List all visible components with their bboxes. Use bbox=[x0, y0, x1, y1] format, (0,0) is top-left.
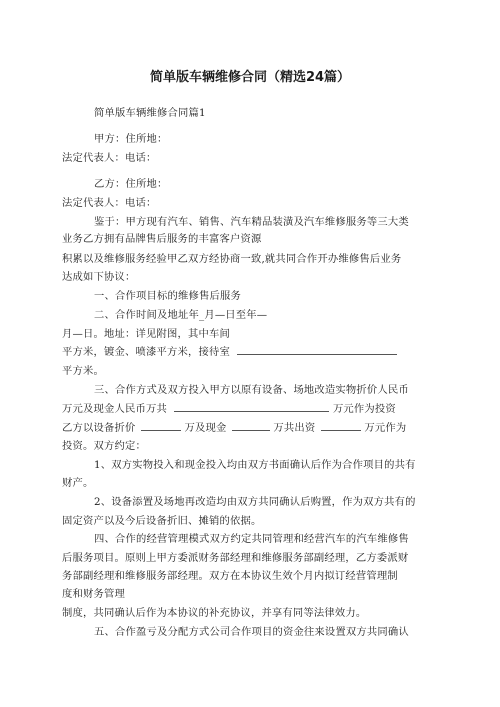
body-text: 万共出资 bbox=[273, 422, 316, 434]
body-line: 固定资产以及今后设备折旧、摊销的依据。 bbox=[62, 515, 262, 527]
body-line: 平方米。 bbox=[62, 365, 104, 377]
clause-heading: 五、合作盈亏及分配方式公司合作项目的资金往来设置双方共同确认 bbox=[94, 626, 409, 638]
body-line: 鉴于：甲方现有汽车、销售、汽车精品装潢及汽车维修服务等三大类 bbox=[94, 216, 409, 228]
party-b-line: 乙方：住所地： bbox=[94, 178, 168, 190]
clause-heading: 三、合作方式及双方投入甲方以原有设备、场地改造实物折价人民币 bbox=[94, 384, 409, 396]
body-line: 投资。双方约定： bbox=[62, 440, 146, 452]
party-a-line: 甲方：住所地： bbox=[94, 133, 168, 145]
blank-field bbox=[232, 421, 270, 431]
body-text: 万及现金 bbox=[184, 422, 227, 434]
body-line: 度和财务管理 bbox=[62, 588, 125, 600]
party-b-rep-line: 法定代表人：电话： bbox=[62, 197, 157, 209]
body-text: 平方米，镀金、喷漆平方米，接待室 bbox=[62, 346, 230, 358]
body-line: 月—日。地址：详见附图，其中车间 bbox=[62, 328, 230, 340]
body-line: 财产。 bbox=[62, 477, 94, 489]
body-line: 制度，共同确认后作为本协议的补充协议，并享有同等法律效力。 bbox=[62, 607, 367, 619]
body-text: 万元作为投资 bbox=[332, 403, 396, 415]
party-a-rep-line: 法定代表人：电话： bbox=[62, 152, 157, 164]
body-line: 后服务项目。原则上甲方委派财务部经理和维修服务部副经理，乙方委派财 bbox=[62, 552, 409, 564]
body-line: 业务乙方拥有品牌售后服务的丰富客户资源 bbox=[62, 233, 262, 245]
body-line: 积累以及维修服务经验甲乙双方经协商一致,就共同合作开办维修售后业务 bbox=[62, 253, 402, 265]
body-line: 2、设备添置及场地再改造均由双方共同确认后购置，作为双方共有的 bbox=[94, 496, 416, 508]
document-title: 简单版车辆维修合同（精选24篇） bbox=[149, 70, 351, 85]
clause-heading: 一、合作项目标的维修售后服务 bbox=[94, 290, 241, 302]
blank-field bbox=[141, 421, 181, 431]
blank-field bbox=[321, 421, 361, 431]
body-text: 万元作为 bbox=[364, 422, 407, 434]
clause-heading: 四、合作的经营管理模式双方约定共同管理和经营汽车的汽车维修售 bbox=[94, 533, 409, 545]
body-text: 乙方以设备折价 bbox=[62, 422, 136, 434]
clause-heading: 二、合作时间及地址年_月—日至年— bbox=[94, 309, 268, 321]
body-line bbox=[62, 400, 396, 415]
body-text: 万元及现金人民币万共 bbox=[62, 403, 167, 415]
body-line: 务部副经理和维修服务部经理。双方在本协议生效个月内拟订经营管理制 bbox=[62, 570, 398, 582]
blank-field bbox=[174, 402, 329, 412]
blank-field bbox=[237, 345, 397, 355]
body-line: 达成如下协议： bbox=[62, 271, 136, 283]
body-line bbox=[62, 343, 397, 358]
body-line: 1、双方实物投入和现金投入均由双方书面确认后作为合作项目的共有 bbox=[94, 459, 416, 471]
section-heading: 简单版车辆维修合同篇1 bbox=[94, 107, 206, 119]
body-line bbox=[62, 419, 406, 434]
